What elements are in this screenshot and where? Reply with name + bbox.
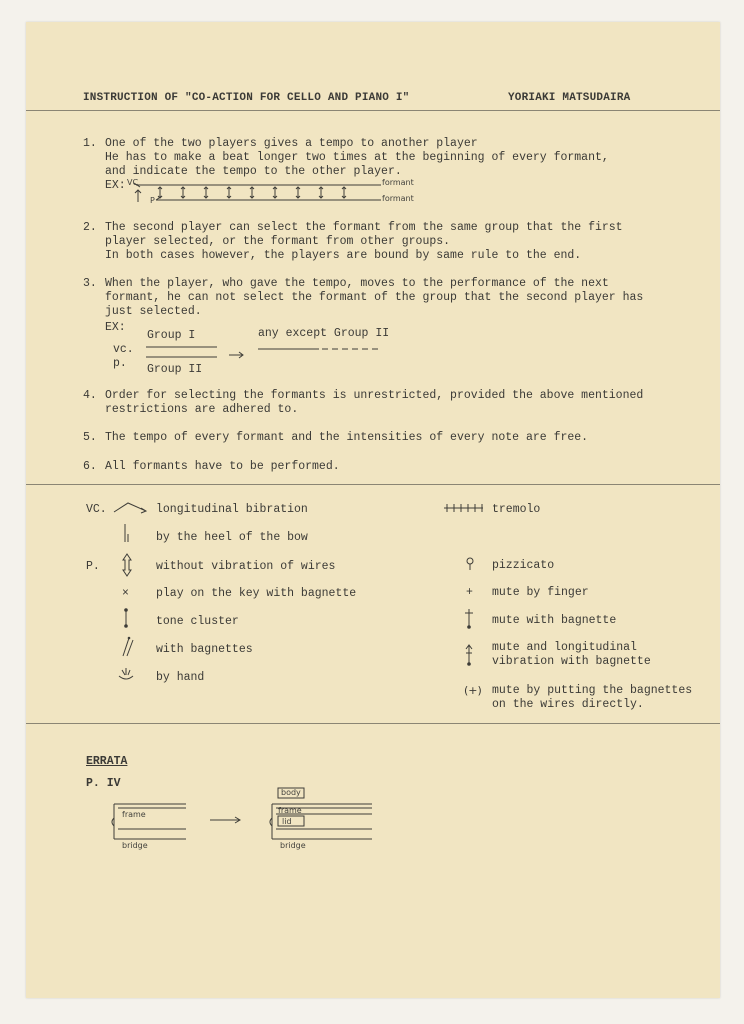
- item-number: 4.: [83, 389, 97, 402]
- legend-text: longitudinal bibration: [156, 503, 308, 516]
- item-line: One of the two players gives a tempo to another player: [105, 137, 478, 150]
- beat-arrow: [342, 187, 346, 198]
- bagnettes-icon: [119, 634, 135, 658]
- item-line: restrictions are adhered to.: [105, 403, 299, 416]
- item-line: just selected.: [105, 305, 202, 318]
- frame-label: frame: [278, 806, 302, 815]
- legend-text: by hand: [156, 671, 205, 684]
- item-number: 5.: [83, 431, 97, 444]
- frame-label: frame: [122, 810, 146, 819]
- beat-arrow: [319, 187, 323, 198]
- cross-icon: ×: [122, 587, 129, 600]
- beat-arrow: [158, 187, 162, 198]
- p-label: p.: [113, 357, 127, 370]
- legend-text: mute by finger: [492, 586, 589, 599]
- heel-of-bow-icon: [121, 522, 133, 546]
- plus-paren-icon: (+): [464, 684, 482, 697]
- hand-icon: [117, 666, 135, 682]
- document-title: INSTRUCTION OF "CO-ACTION FOR CELLO AND PIANO I": [83, 92, 410, 104]
- beat-arrow: [204, 187, 208, 198]
- legend-text: with bagnettes: [156, 643, 253, 656]
- legend-text: without vibration of wires: [156, 560, 336, 573]
- header-rule: [26, 110, 720, 111]
- tremolo-icon: [443, 502, 485, 514]
- group-selection-diagram: [144, 342, 384, 362]
- bridge-label: bridge: [280, 841, 306, 850]
- legend-text: mute and longitudinal: [492, 641, 637, 654]
- group-result-label: any except Group II: [258, 327, 390, 340]
- section-rule: [26, 723, 720, 724]
- group-label-bottom: Group II: [147, 363, 203, 376]
- vc-mark: VC: [127, 178, 139, 187]
- legend-text: tremolo: [492, 503, 541, 516]
- p-mark: P: [150, 196, 155, 205]
- legend-text: play on the key with bagnette: [156, 587, 357, 600]
- legend-text: on the wires directly.: [492, 698, 644, 711]
- double-arrow-icon: [120, 552, 134, 578]
- item-line: He has to make a beat longer two times at the beginning of every formant,: [105, 151, 609, 164]
- legend-text: tone cluster: [156, 615, 239, 628]
- item-line: Order for selecting the formants is unrestricted, provided the above mentioned: [105, 389, 644, 402]
- legend-text: vibration with bagnette: [492, 655, 651, 668]
- pizzicato-icon: [465, 556, 475, 572]
- beat-arrow: [273, 187, 277, 198]
- longitudinal-vibration-icon: [112, 500, 150, 516]
- formant-label: formant: [382, 194, 414, 203]
- plus-icon: +: [466, 586, 473, 599]
- item-line: All formants have to be performed.: [105, 460, 340, 473]
- legend-text: mute by putting the bagnettes: [492, 684, 693, 697]
- item-line: player selected, or the formant from other groups.: [105, 235, 451, 248]
- item-number: 3.: [83, 277, 97, 290]
- group-label-top: Group I: [147, 329, 196, 342]
- item-line: When the player, who gave the tempo, moves to the performance of the next: [105, 277, 609, 290]
- mute-longitudinal-icon: [463, 642, 475, 668]
- legend-text: by the heel of the bow: [156, 531, 308, 544]
- tempo-beat-diagram: [126, 180, 386, 206]
- legend-text: pizzicato: [492, 559, 555, 572]
- item-line: In both cases however, the players are bound by same rule to the end.: [105, 249, 582, 262]
- beat-arrow: [227, 187, 231, 198]
- legend-p-label: P.: [86, 560, 100, 573]
- document-page: [26, 22, 720, 998]
- document-author: YORIAKI MATSUDAIRA: [508, 92, 631, 104]
- item-number: 6.: [83, 460, 97, 473]
- body-label: body: [281, 788, 301, 797]
- beat-arrow: [296, 187, 300, 198]
- bridge-label: bridge: [122, 841, 148, 850]
- example-label: EX:: [105, 179, 126, 192]
- formant-label: formant: [382, 178, 414, 187]
- section-rule: [26, 484, 720, 485]
- item-line: The tempo of every formant and the intensities of every note are free.: [105, 431, 589, 444]
- beat-arrow: [181, 187, 185, 198]
- errata-arrow-icon: [208, 814, 244, 826]
- legend-vc-label: VC.: [86, 503, 107, 516]
- item-line: formant, he can not select the formant of the group that the second player has: [105, 291, 644, 304]
- legend-text: mute with bagnette: [492, 614, 617, 627]
- beat-arrow: [250, 187, 254, 198]
- errata-page: P. IV: [86, 777, 121, 790]
- errata-before-diagram: [108, 802, 190, 842]
- errata-title: ERRATA: [86, 755, 128, 768]
- tone-cluster-icon: [122, 606, 132, 632]
- lid-label: lid: [282, 817, 292, 826]
- item-line: and indicate the tempo to the other player.: [105, 165, 402, 178]
- example-label: EX:: [105, 321, 126, 334]
- mute-bagnette-icon: [463, 606, 475, 632]
- item-number: 1.: [83, 137, 97, 150]
- item-line: The second player can select the formant from the same group that the first: [105, 221, 623, 234]
- item-number: 2.: [83, 221, 97, 234]
- vc-label: vc.: [113, 343, 134, 356]
